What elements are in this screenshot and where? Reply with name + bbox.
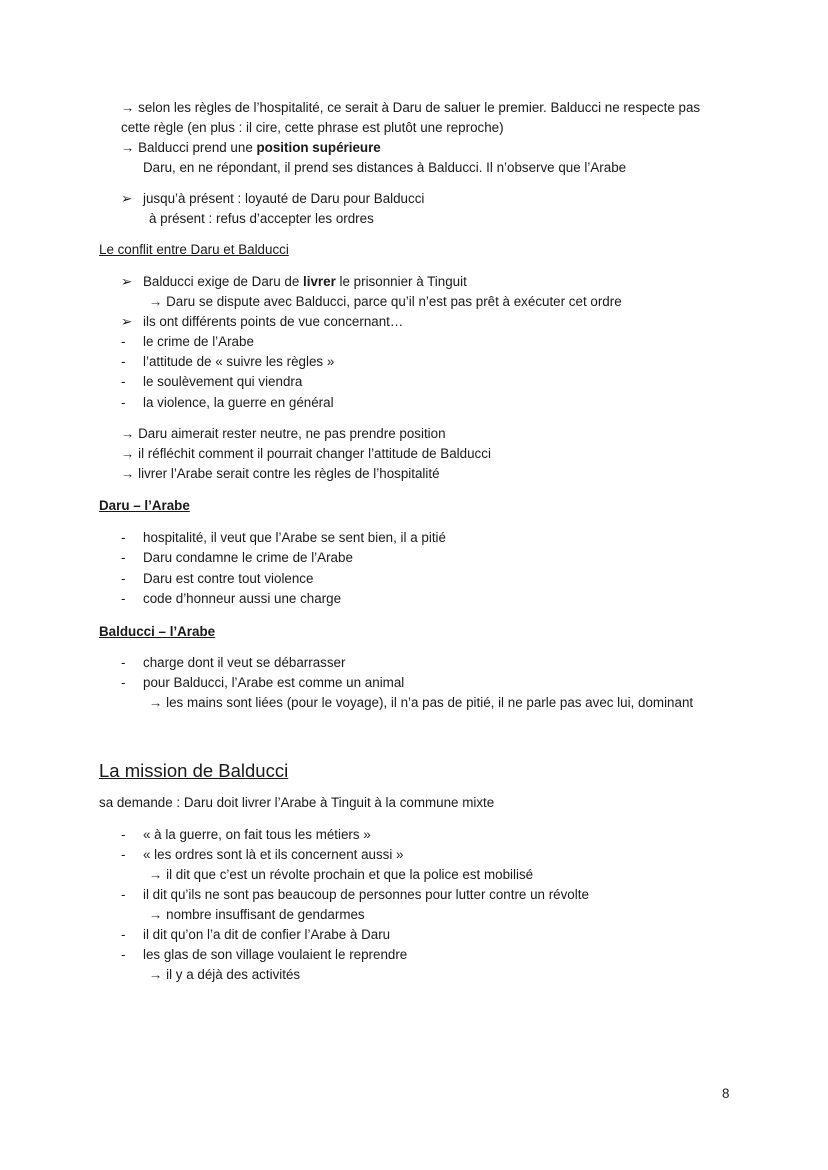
list-item: - Daru est contre tout violence xyxy=(121,571,314,586)
text-line: → Balducci prend une position supérieure xyxy=(121,140,381,155)
arrow-icon: → xyxy=(121,466,135,481)
arrow-icon: → xyxy=(121,140,135,155)
triangle-bullet-icon: ➢ xyxy=(121,274,133,289)
text-line: → Daru se dispute avec Balducci, parce qu’il n’est pas prêt à exécuter cet ordre xyxy=(149,294,622,309)
text-line: → selon les règles de l’hospitalité, ce serait à Daru de saluer le premier. Balducci ne respecte pas xyxy=(121,100,701,115)
list-item: - code d’honneur aussi une charge xyxy=(121,591,342,606)
list-item: - « les ordres sont là et ils concernent aussi » xyxy=(121,847,404,862)
text-line: → il dit que c’est un révolte prochain et que la police est mobilisé xyxy=(149,867,534,882)
text-line: → Daru aimerait rester neutre, ne pas prendre position xyxy=(121,426,446,441)
list-item: - « à la guerre, on fait tous les métiers » xyxy=(121,827,371,842)
arrow-icon: → xyxy=(149,967,163,982)
list-item: - hospitalité, il veut que l’Arabe se sent bien, il a pitié xyxy=(121,530,446,545)
list-item: - pour Balducci, l’Arabe est comme un animal xyxy=(121,675,405,690)
bullet-item: ➢ Balducci exige de Daru de livrer le prisonnier à Tinguit xyxy=(121,274,467,289)
arrow-icon: → xyxy=(121,426,135,441)
arrow-icon: → xyxy=(149,294,163,309)
text-line: → nombre insuffisant de gendarmes xyxy=(149,907,365,922)
arrow-icon: → xyxy=(121,446,135,461)
list-item: - la violence, la guerre en général xyxy=(121,395,334,410)
section-heading: Balducci – l’Arabe xyxy=(99,624,216,639)
arrow-icon: → xyxy=(121,100,135,115)
triangle-bullet-icon: ➢ xyxy=(121,191,133,206)
section-heading: Daru – l’Arabe xyxy=(99,498,190,513)
list-item: - le soulèvement qui viendra xyxy=(121,374,303,389)
text-line: → livrer l’Arabe serait contre les règles de l’hospitalité xyxy=(121,466,440,481)
list-item: - il dit qu’ils ne sont pas beaucoup de personnes pour lutter contre un révolte xyxy=(121,887,589,902)
list-item: - le crime de l’Arabe xyxy=(121,334,254,349)
text-line: → il réfléchit comment il pourrait changer l’attitude de Balducci xyxy=(121,446,491,461)
page-number: 8 xyxy=(722,1086,730,1101)
text-line: Daru, en ne répondant, il prend ses distances à Balducci. Il n’observe que l’Arabe xyxy=(143,160,627,175)
list-item: - l’attitude de « suivre les règles » xyxy=(121,354,335,369)
list-item: - charge dont il veut se débarrasser xyxy=(121,655,346,670)
arrow-icon: → xyxy=(149,867,163,882)
list-item: - les glas de son village voulaient le reprendre xyxy=(121,947,408,962)
bullet-item: ➢ ils ont différents points de vue concernant… xyxy=(121,314,404,329)
list-item: - il dit qu’on l’a dit de confier l’Arabe à Daru xyxy=(121,927,391,942)
list-item: - Daru condamne le crime de l’Arabe xyxy=(121,550,353,565)
arrow-icon: → xyxy=(149,907,163,922)
text-line: cette règle (en plus : il cire, cette phrase est plutôt une reproche) xyxy=(121,120,504,135)
bullet-item: ➢ jusqu’à présent : loyauté de Daru pour Balducci xyxy=(121,191,425,206)
text-line: → il y a déjà des activités xyxy=(149,967,301,982)
text-line: sa demande : Daru doit livrer l’Arabe à Tinguit à la commune mixte xyxy=(99,795,495,810)
text-line: à présent : refus d’accepter les ordres xyxy=(149,211,374,226)
page-heading: La mission de Balducci xyxy=(99,760,289,781)
triangle-bullet-icon: ➢ xyxy=(121,314,133,329)
arrow-icon: → xyxy=(149,695,163,710)
section-heading: Le conflit entre Daru et Balducci xyxy=(99,242,289,257)
text-line: → les mains sont liées (pour le voyage), il n’a pas de pitié, il ne parle pas avec lui, dominant xyxy=(149,695,694,710)
